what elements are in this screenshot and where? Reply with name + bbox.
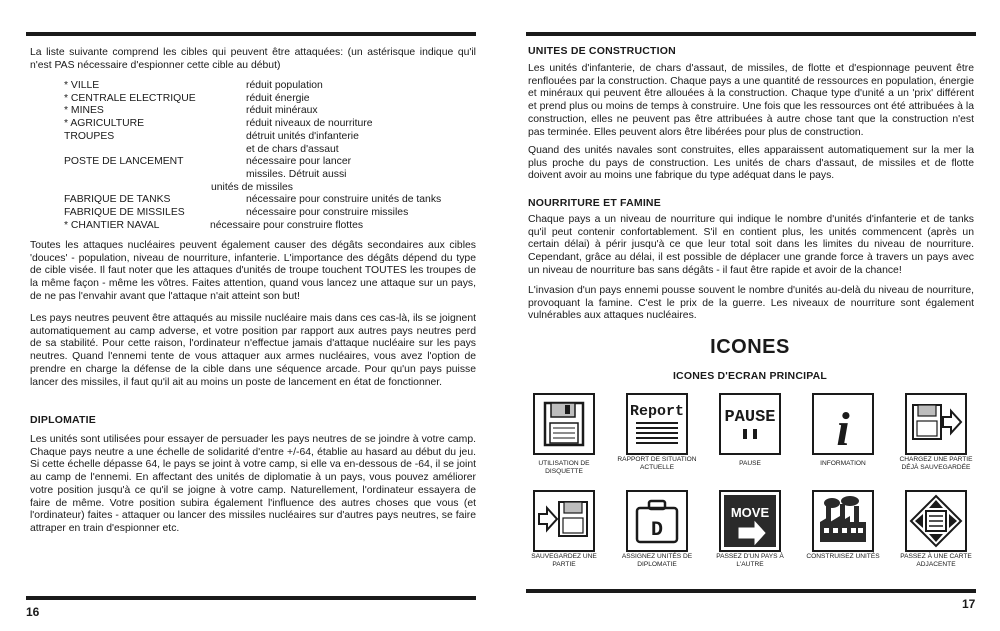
- list-item: FABRIQUE DE TANKS nécessaire pour construire unités de tanks: [64, 194, 442, 206]
- page-number: 17: [962, 597, 976, 611]
- load-icon: [905, 393, 967, 455]
- pause-icon-text: PAUSE: [724, 408, 776, 427]
- icon-label: ASSIGNEZ UNITÉS DE DIPLOMATIE: [621, 553, 693, 568]
- move-icon-text: MOVE: [730, 505, 770, 520]
- icones-title: ICONES: [710, 336, 790, 358]
- factory-icon: [812, 490, 874, 552]
- list-item: POSTE DE LANCEMENT nécessaire pour lancer: [64, 156, 352, 168]
- icon-label: PAUSE: [739, 460, 761, 467]
- list-item: TROUPES détruit unités d'infanterie: [64, 130, 359, 142]
- icon-label: PASSEZ D'UN PAYS À L'AUTRE: [716, 553, 784, 568]
- save-icon: [533, 490, 595, 552]
- icon-label: SAUVEGARDEZ UNE PARTIE: [531, 553, 597, 568]
- list-item: * AGRICULTURE réduit niveaux de nourriture: [64, 118, 373, 130]
- icones-subtitle: ICONES D'ECRAN PRINCIPAL: [672, 370, 828, 382]
- list-item-continuation: unités de missiles: [211, 181, 294, 193]
- report-icon: [626, 393, 688, 455]
- intro-text: La liste suivante comprend les cibles qui peuvent être attaquées: (un astérisque indique qu'il n'est PAS nécessaire d'espionner cette cible au début): [30, 47, 476, 71]
- list-item: * MINES réduit minéraux: [64, 105, 318, 117]
- paragraph: L'invasion d'un pays ennemi pousse souvent le nombre d'unités au-delà du niveau de nourriture, provoquant la famine. C'est le prix de la guerre. Les niveaux de nourriture sont également vulnérables aux attaques nucléaires.: [528, 285, 974, 322]
- paragraph: Chaque pays a un niveau de nourriture qui indique le nombre d'unités d'infanterie et de tanks qu'il peut contenir confortablement. S'il en contient plus, les unités commencent (après un certain délai) à périr jusqu'à ce que leur total soit dans les limites du niveau de nourriture. Cependant, grâce au délai, il est possible de déplacer une grande force à travers un pays avec un niveau de nourriture bas sans dégâts - il faut être rapide et avoir de la chance!: [528, 214, 974, 276]
- section-heading: UNITES DE CONSTRUCTION: [528, 45, 676, 57]
- report-icon-text: Report: [629, 403, 685, 420]
- icon-label: CONSTRUISEZ UNITÉS: [806, 553, 880, 560]
- icon-label: CHARGEZ UNE PARTIE DÉJÀ SAUVEGARDÉE: [899, 456, 973, 471]
- info-icon-text: i: [836, 403, 850, 453]
- list-item: * VILLE réduit population: [64, 80, 323, 91]
- diplomacy-icon-text: D: [650, 519, 664, 542]
- icon-label: PASSEZ À UNE CARTE ADJACENTE: [900, 553, 972, 568]
- list-item: et de chars d'assaut: [246, 143, 339, 155]
- icon-label: UTILISATION DE DISQUETTE: [538, 460, 590, 475]
- right-page: [500, 0, 1000, 631]
- list-item: * CHANTIER NAVAL nécessaire pour construire flottes: [64, 219, 364, 231]
- adjacent-map-icon: [905, 490, 967, 552]
- move-icon: [719, 490, 781, 552]
- section-heading: DIPLOMATIE: [30, 414, 96, 426]
- paragraph: Les unités d'infanterie, de chars d'assaut, de missiles, de flotte et d'espionnage peuvent être renflouées par la construction. Chaque pays a une quantité de ressources en population, énergie et minéraux qui peuvent être allouées à la construction. Chaque type d'unité a un 'prix' différent et prend plus ou moins de temps à construire. Une fois que les ressources ont été attribuées à la construction, elles ne peuvent pas être attribuées à autre chose tant que la construction n'est pas terminée. Elles peuvent alors être libérées pour plus de construction.: [528, 63, 974, 138]
- bottom-rule: [26, 596, 476, 600]
- icon-label: INFORMATION: [820, 460, 866, 467]
- section-heading: NOURRITURE ET FAMINE: [528, 197, 661, 209]
- page-number: 16: [26, 605, 40, 619]
- list-item: missiles. Détruit aussi: [246, 168, 347, 180]
- paragraph: Les pays neutres peuvent être attaqués au missile nucléaire mais dans ces cas-là, ils se joignent automatiquement au camp adverse, et votre position par rapport aux autres pays neutres perd de sa stabilité. Pour cette raison, l'ordinateur n'effectue jamais d'attaque nucléaire sur les pays neutres. Quand l'ennemi tente de vous attaquer aux armes nucléaires, vous avez l'option de prendre en charge la défense de la cible dans une séquence arcade. Pour qu'un pays puisse lancer des missiles, il faut qu'il ait au moins un poste de lancement en état de fonctionner.: [30, 313, 476, 388]
- top-rule: [26, 32, 476, 36]
- list-item: * CENTRALE ELECTRIQUE réduit énergie: [64, 92, 310, 104]
- info-icon: [812, 393, 874, 455]
- top-rule: [526, 32, 976, 36]
- bottom-rule: [526, 589, 976, 593]
- diplomacy-icon: [626, 490, 688, 552]
- pause-icon: [719, 393, 781, 455]
- paragraph: Quand des unités navales sont construites, elles apparaissent automatiquement sur la mer la plus proche du pays de construction. Les unités de chars d'assaut, de missiles et de flotte doivent avoir au moins une fabrique du type adéquat dans le pays.: [528, 145, 974, 182]
- icon-label: RAPPORT DE SITUATION ACTUELLE: [617, 456, 697, 471]
- paragraph: Toutes les attaques nucléaires peuvent également causer des dégâts secondaires aux cibles 'douces' - population, niveau de nourriture, infanterie. L'importance des dégâts dépend du type de cible visée. Il faut noter que les attaques d'unités de troupe touchent TOUTES les troupes de la même façon - même les vôtres. Faites attention, quand vous lancez une attaque sur un pays, de ne pas l'envahir avant que l'attaque n'ait atteint son but!: [30, 240, 476, 302]
- paragraph: Les unités sont utilisées pour essayer de persuader les pays neutres de se joindre à votre camp. Chaque pays neutre a une échelle de solidarité d'entre +/-64, établie au hasard au début du jeu. Si cette échelle dépasse 64, le pays se joint à votre camp, si elle va en-dessous de -64, il se joint au camp de l'ennemi. En affectant des unités de diplomatie à un pays, vous pouvez améliorer votre position jusqu'à ce qu'il se joigne à votre camp. Naturellement, l'ordinateur essayera de faire de même. Votre position subira également l'influence des autres choses que vous (et l'ordinateur) faites - attaquer ou lancer des missiles nucléaires sur d'autres pays neutres, se faire attraper en train d'espionner etc.: [30, 434, 476, 534]
- disk-icon: [533, 393, 595, 455]
- list-item: FABRIQUE DE MISSILES nécessaire pour construire missiles: [64, 207, 409, 218]
